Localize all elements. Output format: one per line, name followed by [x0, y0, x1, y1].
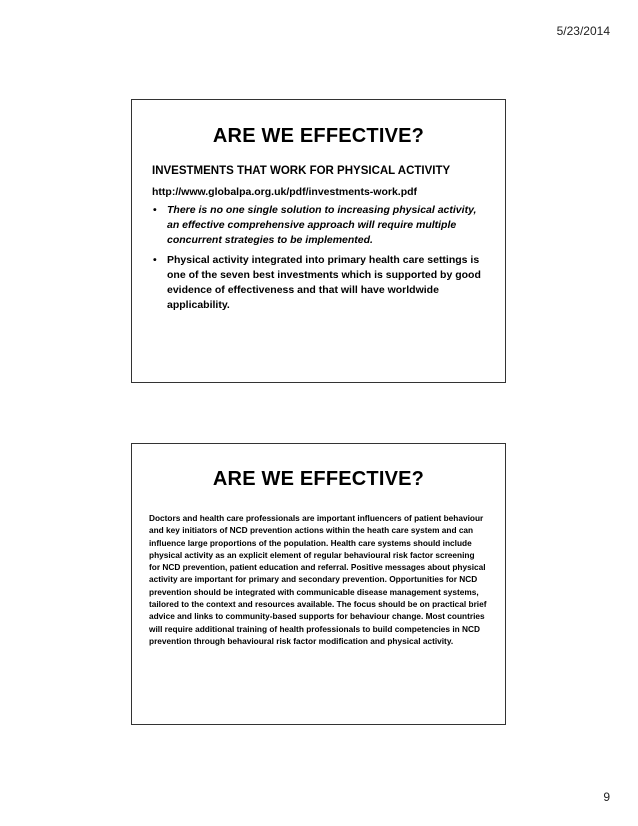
bullet-icon: •	[153, 204, 157, 216]
slide-1-title: ARE WE EFFECTIVE?	[212, 125, 425, 147]
bullet-text: There is no one single solution to increasing physical activity, an effective comprehensive approach will require multiple concurrent strategies to be implemented.	[167, 204, 477, 247]
slide-1-bullet-list	[132, 203, 505, 313]
slide-2-title: ARE WE EFFECTIVE?	[212, 468, 425, 490]
slide-1-subheading: INVESTMENTS THAT WORK FOR PHYSICAL ACTIVITY	[152, 165, 451, 177]
bullet-icon: •	[153, 253, 157, 266]
slide-2-paragraph: Doctors and health care professionals are important influencers of patient behaviour and key initiators of NCD prevention actions within the heath care system and can influence large proportions of the population. Health care systems should include physical activity as an explicit element of regular behavioural risk factor screening for NCD prevention, patient education and referral. Positive messages about physical activity are important for primary and secondary prevention. Opportunities for NCD prevention should be integrated with communicable disease management systems, tailored to the context and resources available. The focus should be on practical brief advice and links to community-based supports for behaviour change. Most countries will require additional training of health professionals to build competencies in NCD prevention through behavioural risk factor modification and physical activity.	[149, 513, 487, 646]
slide-2	[131, 443, 506, 725]
bullet-item	[152, 203, 485, 249]
slide-1	[131, 99, 506, 383]
bullet-item	[152, 253, 485, 314]
handout-date: 5/23/2014	[556, 24, 610, 38]
page-number: 9	[603, 790, 610, 804]
slide-1-link[interactable]: http://www.globalpa.org.uk/pdf/investments-work.pdf	[152, 186, 418, 198]
bullet-text: Physical activity integrated into primary health care settings is one of the seven best investments which is supported by good evidence of effectiveness and that will have worldwide applicability.	[167, 253, 481, 312]
